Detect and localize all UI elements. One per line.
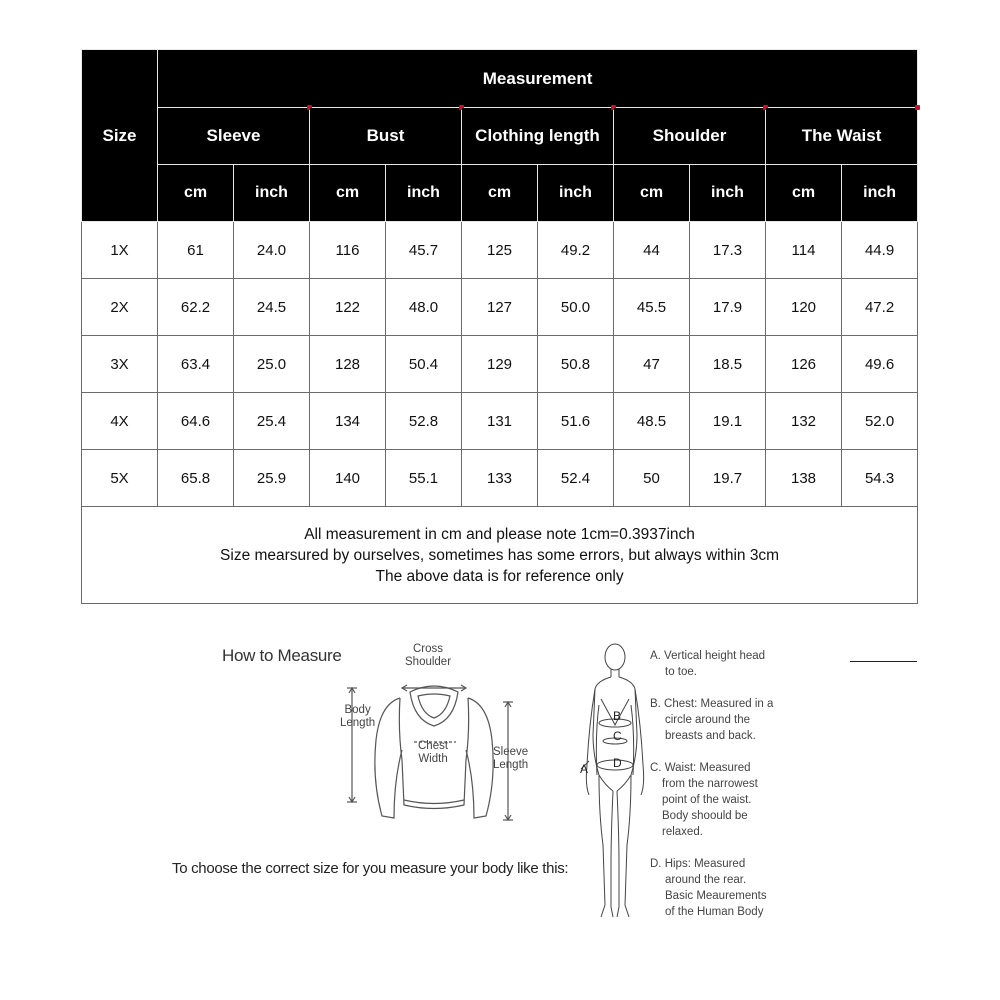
value-cell: 64.6 bbox=[158, 393, 234, 450]
value-cell: 65.8 bbox=[158, 450, 234, 507]
value-cell: 44.9 bbox=[842, 222, 918, 279]
value-cell: 116 bbox=[310, 222, 386, 279]
value-cell: 120 bbox=[766, 279, 842, 336]
value-cell: 122 bbox=[310, 279, 386, 336]
value-cell: 24.5 bbox=[234, 279, 310, 336]
value-cell: 47 bbox=[614, 336, 690, 393]
value-cell: 52.8 bbox=[386, 393, 462, 450]
size-chart-table bbox=[81, 49, 918, 604]
value-cell: 47.2 bbox=[842, 279, 918, 336]
unit-header: inch bbox=[234, 165, 310, 222]
value-cell: 50.8 bbox=[538, 336, 614, 393]
value-cell: 45.7 bbox=[386, 222, 462, 279]
value-cell: 49.2 bbox=[538, 222, 614, 279]
value-cell: 25.0 bbox=[234, 336, 310, 393]
value-cell: 19.7 bbox=[690, 450, 766, 507]
value-cell: 63.4 bbox=[158, 336, 234, 393]
note-line: Size mearsured by ourselves, sometimes has some errors, but always within 3cm bbox=[220, 546, 780, 564]
table-row bbox=[82, 279, 918, 336]
value-cell: 132 bbox=[766, 393, 842, 450]
value-cell: 133 bbox=[462, 450, 538, 507]
shirt-diagram-icon bbox=[330, 640, 530, 840]
table-row bbox=[82, 222, 918, 279]
note-item-b: B. Chest: Measured in a circle around the breasts and back. bbox=[650, 698, 774, 742]
size-cell: 4X bbox=[82, 393, 158, 450]
size-header: Size bbox=[82, 50, 158, 222]
value-cell: 125 bbox=[462, 222, 538, 279]
body-measure-notes bbox=[650, 648, 800, 936]
group-header-waist: The Waist bbox=[766, 108, 918, 165]
notes-row bbox=[82, 507, 918, 604]
value-cell: 140 bbox=[310, 450, 386, 507]
body-letter-a: A bbox=[580, 762, 589, 776]
note-line: All measurement in cm and please note 1cm=0.3937inch bbox=[304, 525, 695, 543]
size-cell: 3X bbox=[82, 336, 158, 393]
value-cell: 49.6 bbox=[842, 336, 918, 393]
value-cell: 17.3 bbox=[690, 222, 766, 279]
value-cell: 44 bbox=[614, 222, 690, 279]
note-item-a: A. Vertical height head to toe. bbox=[650, 650, 766, 678]
table-row bbox=[82, 450, 918, 507]
value-cell: 54.3 bbox=[842, 450, 918, 507]
unit-header: cm bbox=[462, 165, 538, 222]
unit-header: cm bbox=[766, 165, 842, 222]
note-line: The above data is for reference only bbox=[375, 567, 624, 585]
measure-guide bbox=[0, 620, 1000, 1000]
body-letter-d: D bbox=[613, 756, 622, 770]
value-cell: 126 bbox=[766, 336, 842, 393]
value-cell: 128 bbox=[310, 336, 386, 393]
table-row bbox=[82, 393, 918, 450]
value-cell: 131 bbox=[462, 393, 538, 450]
how-to-measure-title: How to Measure bbox=[222, 646, 342, 665]
value-cell: 24.0 bbox=[234, 222, 310, 279]
group-header-clothing-length: Clothing length bbox=[462, 108, 614, 165]
size-cell: 1X bbox=[82, 222, 158, 279]
unit-header: inch bbox=[386, 165, 462, 222]
table-header bbox=[82, 50, 918, 222]
size-cell: 5X bbox=[82, 450, 158, 507]
value-cell: 52.0 bbox=[842, 393, 918, 450]
value-cell: 52.4 bbox=[538, 450, 614, 507]
body-letter-c: C bbox=[613, 729, 622, 743]
human-body-diagram-icon bbox=[575, 635, 655, 930]
divider-line bbox=[850, 661, 917, 662]
unit-header: inch bbox=[842, 165, 918, 222]
value-cell: 25.9 bbox=[234, 450, 310, 507]
value-cell: 114 bbox=[766, 222, 842, 279]
unit-header: inch bbox=[538, 165, 614, 222]
value-cell: 50.4 bbox=[386, 336, 462, 393]
sleeve-length-label: Sleeve Length bbox=[493, 746, 529, 771]
table-row bbox=[82, 336, 918, 393]
group-header-sleeve: Sleeve bbox=[158, 108, 310, 165]
value-cell: 50 bbox=[614, 450, 690, 507]
value-cell: 138 bbox=[766, 450, 842, 507]
unit-header: cm bbox=[310, 165, 386, 222]
value-cell: 129 bbox=[462, 336, 538, 393]
group-header-shoulder: Shoulder bbox=[614, 108, 766, 165]
value-cell: 61 bbox=[158, 222, 234, 279]
body-length-label: Body Length bbox=[340, 704, 376, 729]
unit-header: cm bbox=[158, 165, 234, 222]
value-cell: 19.1 bbox=[690, 393, 766, 450]
measurement-header: Measurement bbox=[158, 50, 918, 108]
value-cell: 127 bbox=[462, 279, 538, 336]
unit-header: cm bbox=[614, 165, 690, 222]
value-cell: 134 bbox=[310, 393, 386, 450]
size-instruction: To choose the correct size for you measure your body like this: bbox=[172, 860, 569, 877]
measurement-notes bbox=[82, 507, 918, 604]
body-letter-b: B bbox=[613, 709, 622, 723]
value-cell: 48.5 bbox=[614, 393, 690, 450]
value-cell: 45.5 bbox=[614, 279, 690, 336]
value-cell: 51.6 bbox=[538, 393, 614, 450]
note-item-d: D. Hips: Measured around the rear. Basic Meaurements of the Human Body bbox=[650, 858, 767, 918]
group-header-bust: Bust bbox=[310, 108, 462, 165]
cross-shoulder-label: Cross Shoulder bbox=[405, 643, 452, 668]
value-cell: 48.0 bbox=[386, 279, 462, 336]
value-cell: 55.1 bbox=[386, 450, 462, 507]
chest-width-label: Chest Width bbox=[418, 740, 449, 765]
value-cell: 50.0 bbox=[538, 279, 614, 336]
size-cell: 2X bbox=[82, 279, 158, 336]
table-body bbox=[82, 222, 918, 604]
note-item-c: C. Waist: Measured from the narrowest point of the waist. Body shoould be relaxed. bbox=[650, 762, 758, 838]
value-cell: 62.2 bbox=[158, 279, 234, 336]
value-cell: 17.9 bbox=[690, 279, 766, 336]
unit-header: inch bbox=[690, 165, 766, 222]
value-cell: 25.4 bbox=[234, 393, 310, 450]
value-cell: 18.5 bbox=[690, 336, 766, 393]
